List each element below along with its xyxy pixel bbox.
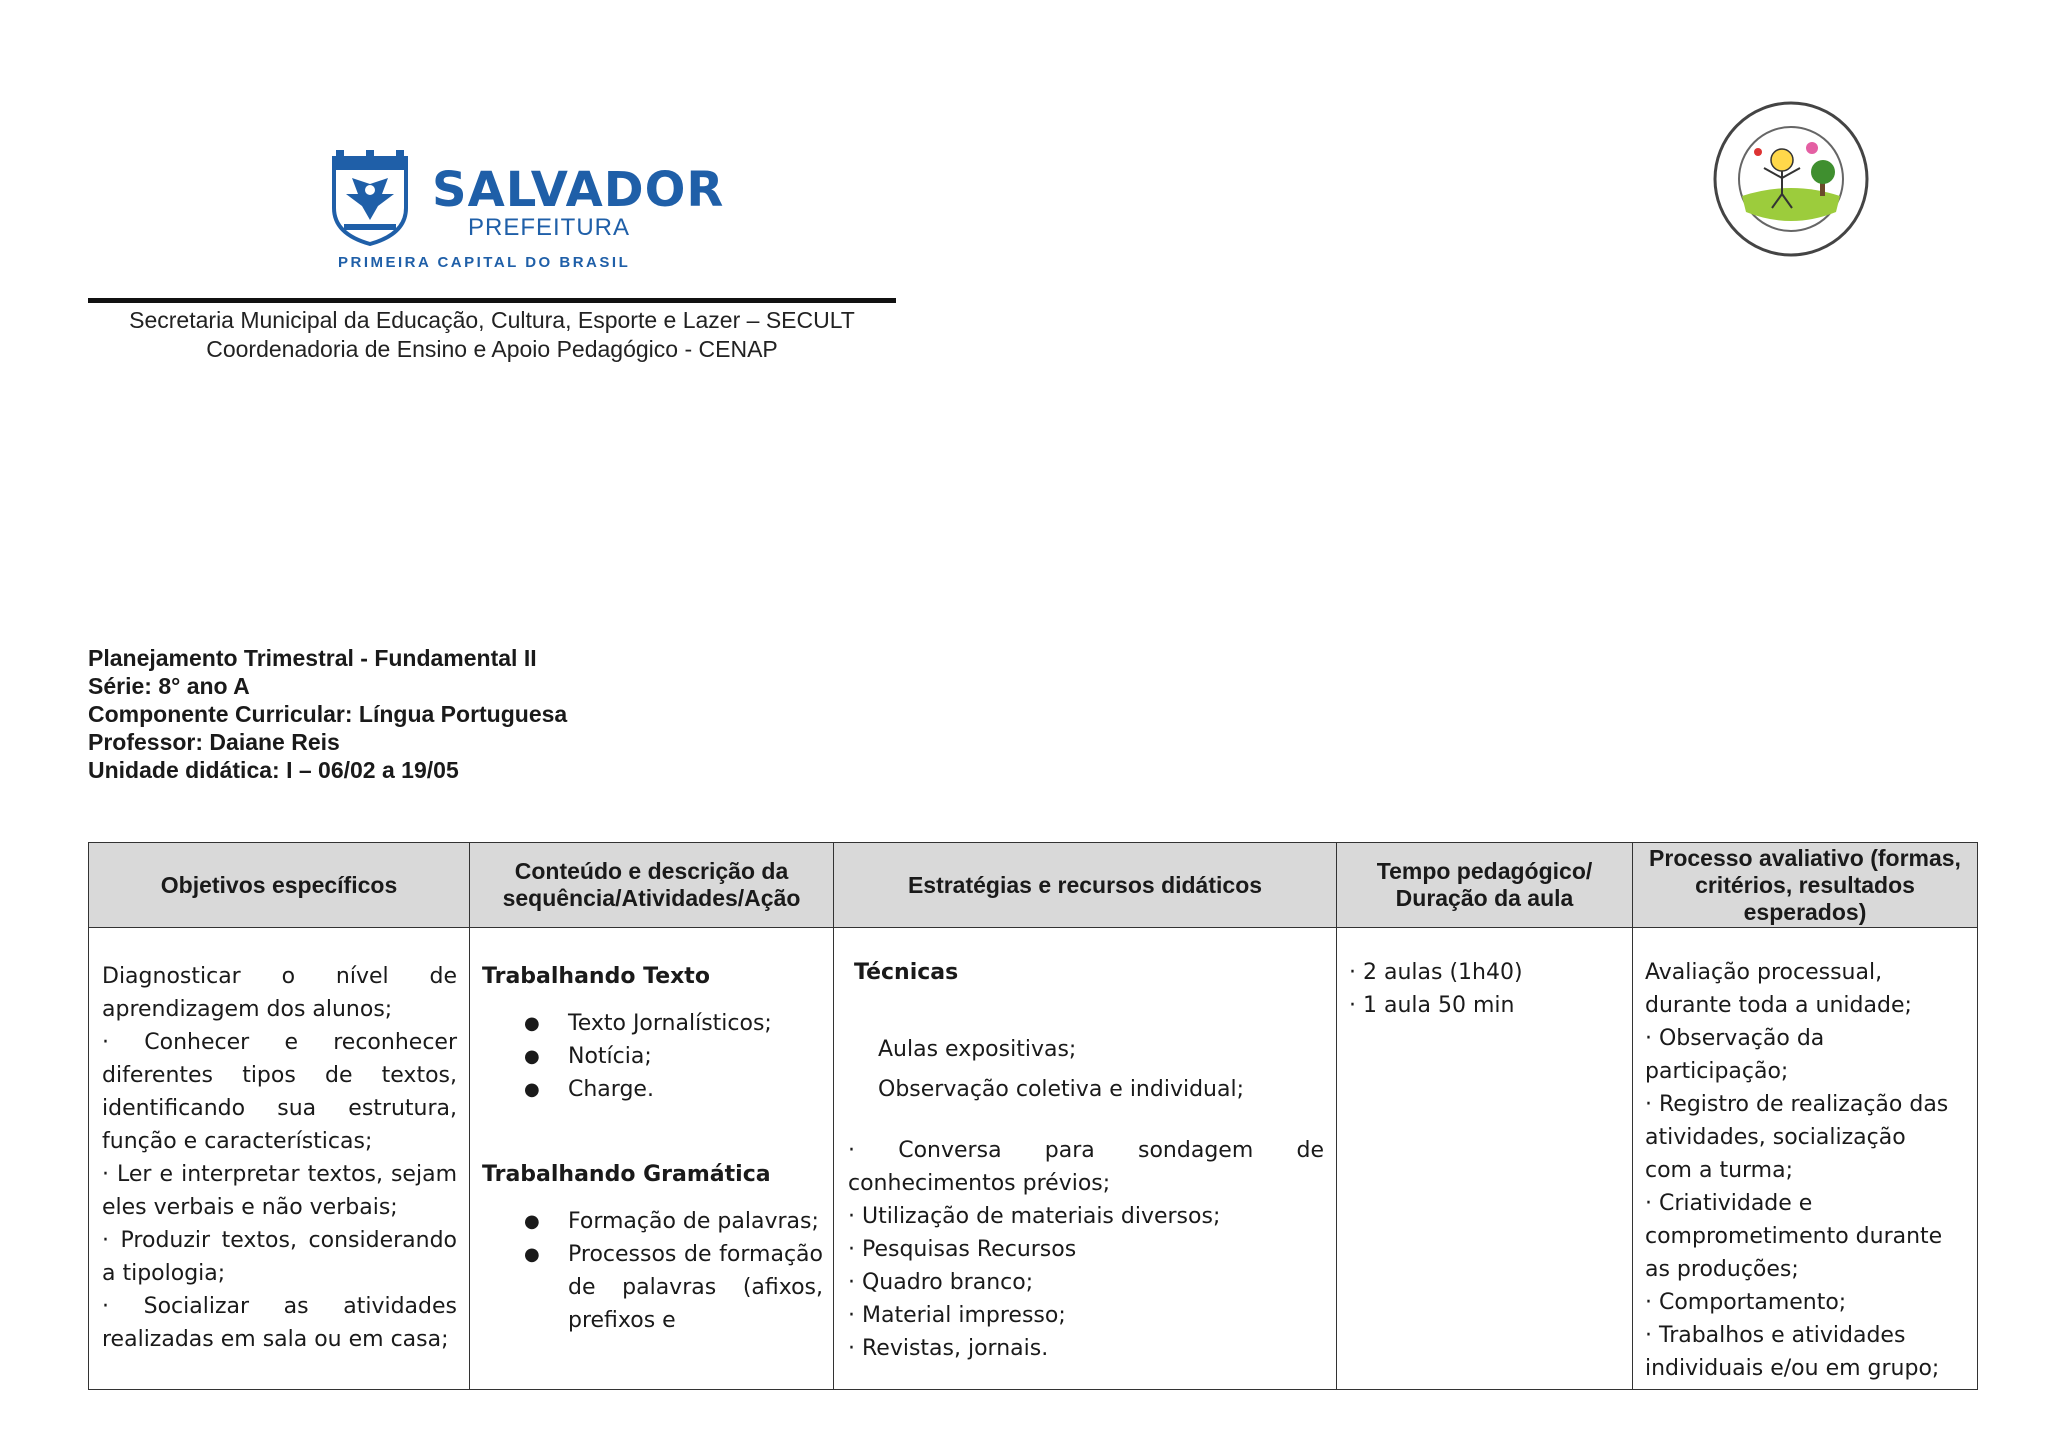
- table-row: [89, 928, 1978, 1390]
- spacer: [482, 1106, 823, 1158]
- info-professor: Professor: Daiane Reis: [88, 729, 340, 755]
- cell-estrategias: [834, 928, 1337, 1390]
- tempo-item: · 2 aulas (1h40): [1349, 960, 1523, 985]
- info-serie: Série: 8° ano A: [88, 673, 250, 699]
- conteudo-gramatica-title: Trabalhando Gramática: [482, 1162, 771, 1187]
- estrategia-item: · Utilização de materiais diversos;: [848, 1204, 1221, 1229]
- avaliativo-item: · Comportamento;: [1645, 1290, 1847, 1315]
- planning-table: [88, 842, 1978, 1390]
- objetivo-item: · Conhecer e reconhecer diferentes tipos de textos, identificando sua estrutura, função e características;: [102, 1030, 457, 1154]
- secretaria-block: [88, 306, 896, 364]
- objetivo-item: · Ler e interpretar textos, sejam eles verbais e não verbais;: [102, 1162, 457, 1220]
- conteudo-gramatica-list: [482, 1205, 823, 1337]
- avaliativo-item: Avaliação processual, durante toda a unidade;: [1645, 960, 1912, 1018]
- cell-conteudo: [470, 928, 834, 1390]
- salvador-crest-icon: [322, 150, 418, 246]
- avaliativo-item: · Observação da participação;: [1645, 1026, 1825, 1084]
- objetivo-item: Diagnosticar o nível de aprendizagem dos alunos;: [102, 964, 457, 1022]
- list-item: ● Texto Jornalísticos;: [568, 1007, 823, 1040]
- header-estrategias: Estratégias e recursos didáticos: [834, 843, 1337, 928]
- avaliativo-item: · Criatividade e comprometimento durante as produções;: [1645, 1191, 1943, 1282]
- estrategia-item: · Conversa para sondagem de conhecimentos prévios;: [848, 1138, 1324, 1196]
- estrategia-item: · Quadro branco;: [848, 1270, 1034, 1295]
- estrategias-title: Técnicas: [854, 960, 959, 985]
- plan-info: [88, 644, 567, 784]
- list-item: ● Charge.: [568, 1073, 823, 1106]
- brand-subtitle: PREFEITURA: [468, 214, 631, 241]
- spacer: [848, 989, 1324, 1033]
- estrategia-item: · Revistas, jornais.: [848, 1336, 1049, 1361]
- list-item: ● Processos de formação de palavras (afixos, prefixos e: [568, 1238, 823, 1337]
- cell-tempo: [1337, 928, 1633, 1390]
- salvador-prefeitura-logo: [322, 150, 725, 278]
- header-avaliativo: Processo avaliativo (formas, critérios, resultados esperados): [1633, 843, 1978, 928]
- estrategia-item: · Pesquisas Recursos: [848, 1237, 1077, 1262]
- estrategia-item: Observação coletiva e individual;: [878, 1077, 1244, 1102]
- estrategia-item: · Material impresso;: [848, 1303, 1066, 1328]
- brand-tagline: PRIMEIRA CAPITAL DO BRASIL: [338, 254, 631, 271]
- conteudo-texto-list: [482, 1007, 823, 1106]
- info-planejamento: Planejamento Trimestral - Fundamental II: [88, 645, 537, 671]
- table-header-row: [89, 843, 1978, 928]
- list-item: ● Notícia;: [568, 1040, 823, 1073]
- cell-avaliativo: [1633, 928, 1978, 1390]
- info-unidade: Unidade didática: I – 06/02 a 19/05: [88, 757, 459, 783]
- secretaria-line: Secretaria Municipal da Educação, Cultura, Esporte e Lazer – SECULT: [129, 307, 855, 333]
- header-tempo: Tempo pedagógico/ Duração da aula: [1337, 843, 1633, 928]
- brand-name: SALVADOR: [432, 162, 725, 218]
- header-objetivos: Objetivos específicos: [89, 843, 470, 928]
- info-componente: Componente Curricular: Língua Portuguesa: [88, 701, 568, 727]
- cell-objetivos: [89, 928, 470, 1390]
- avaliativo-item: · Registro de realização das atividades, socialização com a turma;: [1645, 1092, 1949, 1183]
- tempo-item: · 1 aula 50 min: [1349, 993, 1515, 1018]
- coordenadoria-line: Coordenadoria de Ensino e Apoio Pedagógico - CENAP: [206, 336, 778, 362]
- spacer: [848, 1106, 1324, 1134]
- conteudo-texto-title: Trabalhando Texto: [482, 964, 710, 989]
- objetivo-item: · Socializar as atividades realizadas em sala ou em casa;: [102, 1294, 457, 1352]
- header-divider: [88, 298, 896, 303]
- avaliativo-item: · Trabalhos e atividades individuais e/ou em grupo;: [1645, 1323, 1940, 1381]
- estrategia-item: Aulas expositivas;: [878, 1037, 1077, 1062]
- header-conteudo: Conteúdo e descrição da sequência/Atividades/Ação: [470, 843, 834, 928]
- school-seal-logo: [1712, 100, 1870, 258]
- objetivo-item: · Produzir textos, considerando a tipologia;: [102, 1228, 457, 1286]
- list-item: ● Formação de palavras;: [568, 1205, 823, 1238]
